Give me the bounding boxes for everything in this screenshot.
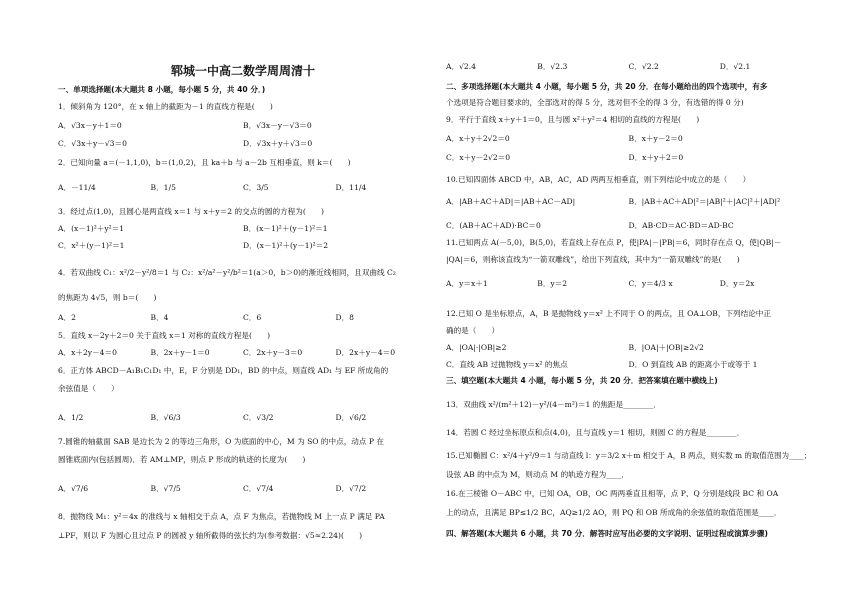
option-a: A．－11/4	[58, 183, 96, 192]
option-d: D．11/4	[335, 183, 367, 192]
question-3-options-2	[58, 241, 428, 250]
left-column	[58, 0, 428, 540]
question-6-line-2: 余弦值是（ ）	[58, 384, 119, 393]
option-c: C．x²＋(y－1)²＝1	[58, 241, 125, 250]
question-10-options-2	[446, 221, 811, 230]
option-b: B．√7/5	[150, 484, 181, 493]
option-d: D．x＋y＋2＝0	[628, 153, 684, 162]
question-8-line-2: ⊥PF，则以 F 为圆心且过点 P 的圆被 y 轴所截得的弦长约为(参考数据：√5≈2.24)( )	[58, 531, 363, 540]
question-12-options	[446, 343, 811, 352]
question-10: 10.已知四面体 ABCD 中，AB，AC，AD 两两互相垂直，则下列结论中成立的是（ ）	[446, 175, 751, 184]
question-11-line-1: 11.已知两点 A(－5,0)，B(5,0)，若直线上存在点 P，使|PA|－|PB|＝6，同时存在点 Q，使|QB|－	[446, 238, 782, 247]
question-9-options	[446, 134, 811, 143]
option-b: B．(x－1)²＋(y－1)²＝1	[243, 224, 328, 233]
option-a: A．|AB＋AC＋AD|＝|AB＋AC－AD|	[446, 197, 576, 206]
option-a: A．√7/6	[58, 484, 89, 493]
option-a: A．2	[58, 313, 76, 322]
option-c: C．直线 AB 过抛物线 y＝x² 的焦点	[446, 360, 568, 369]
option-c: C．√7/4	[243, 484, 274, 493]
question-12-line-2: 确的是（ ）	[446, 326, 500, 335]
question-16-line-1: 16.在三棱锥 O－ABC 中，已知 OA，OB，OC 两两垂直且相等，点 P、Q 分别是线段 BC 和 OA	[446, 489, 779, 498]
question-8-line-1: 8．抛物线 M₁：y²＝4x 的准线与 x 轴相交于点 A，点 F 为焦点，若抛物线 M 上一点 P 满足 PA	[58, 512, 385, 521]
question-5: 5．直线 x－2y＋2＝0 关于直线 x＝1 对称的直线方程是( )	[58, 331, 271, 340]
question-3-options	[58, 224, 428, 233]
option-a: A．|OA|·|OB|≥2	[446, 343, 507, 352]
section-2-note: 个选项是符合题目要求的，全部选对的得 5 分，选对但不全的得 3 分，有选错的得 0 分)	[446, 98, 744, 107]
question-3: 3．经过点(1,0)，且圆心是两直线 x＝1 与 x＋y＝2 的交点的圆的方程为( )	[58, 207, 324, 216]
option-c: C．√3x＋y－√3＝0	[58, 139, 127, 148]
question-16-line-2: 上的动点，且满足 BP≤1/2 BC，AQ≥1/2 AO，则 PQ 和 OB 所成角的余弦值的取值范围是____．	[446, 508, 782, 517]
option-d: D．AB·CD＝AC·BD＝AD·BC	[628, 221, 734, 230]
question-7-line-2: 圆锥底面内(包括圆周)．若 AM⊥MP，则点 P 形成的轨迹的长度为( )	[58, 455, 306, 464]
question-14: 14．若圆 C 经过坐标原点和点(4,0)，且与直线 y＝1 相切，则圆 C 的方程是________．	[446, 428, 745, 437]
option-d: D．2x＋y－4＝0	[335, 348, 396, 357]
option-d: D．√7/2	[335, 484, 367, 493]
option-d: D．√2.1	[719, 62, 751, 71]
question-12-options-2	[446, 360, 811, 369]
option-c: C．√3/2	[243, 413, 274, 422]
option-b: B．√3x－y－√3＝0	[243, 121, 312, 130]
option-d: D．√6/2	[335, 413, 367, 422]
section-3-heading: 三、填空题(本大题共 4 小题，每小题 5 分，共 20 分．把答案填在题中横线上)	[446, 376, 718, 385]
question-6-line-1: 6．正方体 ABCD－A₁B₁C₁D₁ 中，E，F 分别是 DD₁，BD 的中点，则直线 AD₁ 与 EF 所成角的	[58, 366, 389, 375]
question-9: 9．平行于直线 x＋y＋1＝0，且与圆 x²＋y²＝4 相切的直线的方程是( )	[446, 115, 700, 124]
option-b: B．4	[150, 313, 169, 322]
question-6-options	[58, 413, 428, 422]
question-12-line-1: 12.已知 O 是坐标原点，A，B 是抛物线 y＝x² 上不同于 O 的两点，且 OA⊥OB，下列结论中正	[446, 309, 771, 318]
question-1: 1．倾斜角为 120°，在 x 轴上的截距为－1 的直线方程是( )	[58, 102, 273, 111]
option-b: B．√6/3	[150, 413, 181, 422]
question-1-options-2	[58, 139, 428, 148]
question-15-line-1: 15.已知椭圆 C：x²/4＋y²/9＝1 与动直线 l：y＝3/2 x＋m 相交于 A，B 两点，则实数 m 的取值范围为____；	[446, 451, 812, 460]
option-c: C．(AB＋AC＋AD)·BC＝0	[446, 221, 541, 230]
question-4-line-1: 4．若双曲线 C₁：x²/2－y²/8＝1 与 C₂：x²/a²－y²/b²＝1(a＞0，b＞0)的渐近线相同，且双曲线 C₂	[58, 268, 396, 277]
question-13: 13．双曲线 x²/(m²＋12)－y²/(4－m²)＝1 的焦距是________．	[446, 400, 662, 409]
question-2: 2．已知向量 a＝(－1,1,0)，b＝(1,0,2)，且 ka＋b 与 a－2b 互相垂直，则 k＝( )	[58, 158, 351, 167]
question-8-options	[446, 62, 811, 71]
option-a: A．√3x－y＋1＝0	[58, 121, 122, 130]
exam-title: 郓城一中高二数学周周清十	[170, 64, 315, 78]
question-4-line-2: 的焦距为 4√5，则 b＝( )	[58, 293, 157, 302]
question-4-options	[58, 313, 428, 322]
option-c: C．6	[243, 313, 262, 322]
option-b: B．|AB＋AC＋AD|²＝|AB|²＋|AC|²＋|AD|²	[628, 197, 781, 206]
question-5-options	[58, 348, 428, 357]
section-1-heading: 一、单项选择题(本大题共 8 小题，每小题 5 分，共 40 分．)	[58, 85, 266, 94]
question-1-options	[58, 121, 428, 130]
question-2-options	[58, 183, 428, 192]
question-11-line-2: |QA|＝6，则称该直线为“一箭双雕线”，给出下列直线，其中为“一箭双雕线”的是( )	[446, 255, 740, 264]
question-15-line-2: 设弦 AB 的中点为 M，则动点 M 的轨迹方程为____．	[446, 470, 629, 479]
option-a: A．√2.4	[446, 62, 476, 71]
option-b: B．x＋y－2＝0	[628, 134, 683, 143]
option-b: B．|OA|＋|OB|≥2√2	[628, 343, 704, 352]
section-2-heading: 二、多项选择题(本大题共 4 小题，每小题 5 分，共 20 分．在每小题给出的四个选项中，有多	[446, 82, 768, 91]
option-b: B．1/5	[150, 183, 176, 192]
question-10-options	[446, 197, 811, 206]
option-c: C．2x＋y－3＝0	[243, 348, 303, 357]
option-d: D．O 到直线 AB 的距离小于或等于 1	[628, 360, 758, 369]
option-a: A．1/2	[58, 413, 84, 422]
question-11-options	[446, 279, 811, 288]
option-a: A．x＋2y－4＝0	[58, 348, 117, 357]
option-d: D．8	[335, 313, 355, 322]
option-c: C．3/5	[243, 183, 269, 192]
option-c: C．√2.2	[628, 62, 659, 71]
option-c: C．x＋y－2√2＝0	[446, 153, 511, 162]
section-4-heading: 四、解答题(本大题共 6 小题，共 70 分．解答时应写出必要的文字说明、证明过程或演算步骤)	[446, 529, 768, 538]
option-a: A．(x－1)²＋y²＝1	[58, 224, 125, 233]
option-a: A．y＝x＋1	[446, 279, 488, 288]
option-d: D．(x－1)²＋(y－1)²＝2	[243, 241, 329, 250]
option-b: B．y＝2	[537, 279, 568, 288]
option-b: B．√2.3	[537, 62, 568, 71]
option-c: C．y＝4/3 x	[628, 279, 673, 288]
option-d: D．y＝2x	[719, 279, 755, 288]
question-9-options-2	[446, 153, 811, 162]
option-a: A．x＋y＋2√2＝0	[446, 134, 510, 143]
question-7-options	[58, 484, 428, 493]
question-7-line-1: 7.圆锥的轴截面 SAB 是边长为 2 的等边三角形，O 为底面的中心，M 为 SO 的中点，动点 P 在	[58, 437, 385, 446]
option-d: D．√3x＋y＋√3＝0	[243, 139, 313, 148]
option-b: B．2x＋y－1＝0	[150, 348, 210, 357]
